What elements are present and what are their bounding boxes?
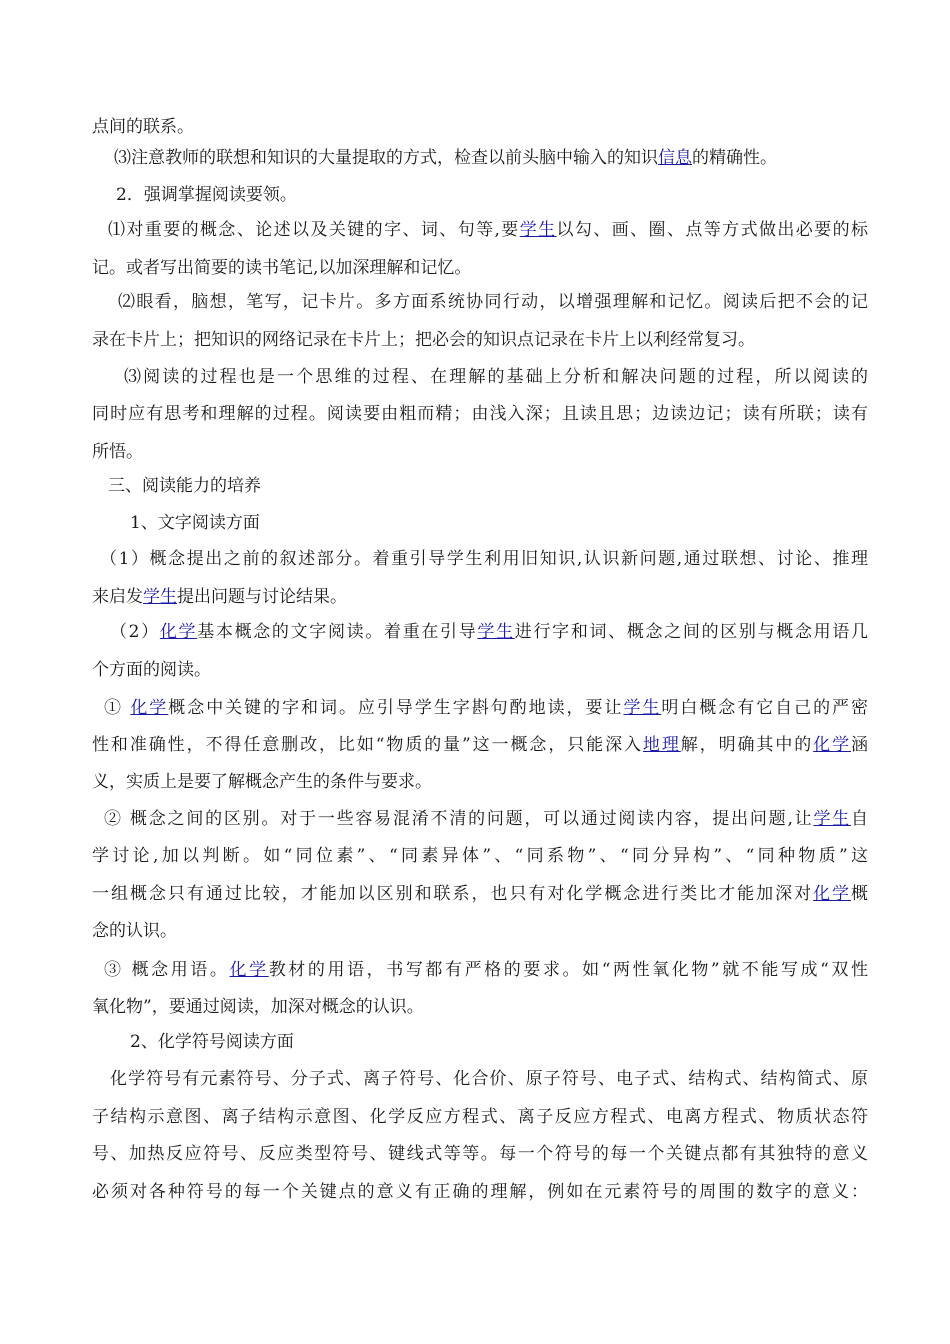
- text-segment: 以勾、画、圈、点等方式做出必要的标: [556, 220, 869, 240]
- text-line: [92, 402, 868, 426]
- text-line: [92, 882, 868, 906]
- text-segment: 基本概念的文字阅读。着重在引导: [197, 622, 478, 642]
- text-line: [114, 146, 777, 170]
- text-segment: 1、文字阅读方面: [130, 513, 260, 533]
- hyperlink[interactable]: 学生: [813, 809, 852, 829]
- text-segment: ⑶注意教师的联想和知识的大量提取的方式，检查以前头脑中输入的知识: [114, 148, 658, 168]
- text-line: [92, 995, 424, 1019]
- hyperlink[interactable]: 化学: [813, 735, 852, 755]
- text-line: [92, 658, 211, 682]
- text-line: [130, 1030, 294, 1054]
- text-segment: 一组概念只有通过比较，才能加以区别和联系，也只有对化学概念进行类比才能加深对: [92, 884, 814, 904]
- text-line: [124, 365, 868, 389]
- text-line: [92, 733, 868, 757]
- text-line: [92, 328, 755, 352]
- hyperlink[interactable]: 化学: [229, 960, 269, 980]
- text-line: [92, 844, 868, 868]
- text-segment: 录在卡片上；把知识的网络记录在卡片上；把必会的知识点记录在卡片上以利经常复习。: [92, 330, 755, 350]
- text-line: [92, 256, 471, 280]
- text-segment: 的精确性。: [692, 148, 777, 168]
- text-line: [92, 1105, 868, 1129]
- text-segment: 概念中关键的字和词。应引导学生字斟句酌地读，要让: [168, 698, 624, 718]
- text-line: [104, 807, 868, 831]
- text-line: [92, 1180, 868, 1204]
- hyperlink[interactable]: 化学: [130, 698, 169, 718]
- text-segment: 概: [851, 884, 869, 904]
- text-segment: 念的认识。: [92, 921, 177, 941]
- text-line: [108, 474, 261, 498]
- text-segment: 号、加热反应符号、反应类型符号、键线式等等。每一个符号的每一个关键点都有其独特的意义: [92, 1144, 868, 1164]
- text-segment: 自: [851, 809, 869, 829]
- text-segment: 点间的联系。: [92, 117, 194, 137]
- text-segment: 2．强调掌握阅读要领。: [116, 185, 297, 205]
- hyperlink[interactable]: 学生: [143, 587, 177, 607]
- text-line: [92, 770, 432, 794]
- text-segment: ② 概念之间的区别。对于一些容易混淆不清的问题，可以通过阅读内容，提出问题,让: [104, 809, 814, 829]
- text-segment: 氧化物”，要通过阅读，加深对概念的认识。: [92, 997, 424, 1017]
- text-line: [92, 115, 194, 139]
- text-line: [130, 511, 260, 535]
- text-line: [104, 958, 868, 982]
- text-segment: ⑴对重要的概念、论述以及关键的字、词、句等,要: [108, 220, 520, 240]
- text-segment: ③ 概念用语。: [104, 960, 230, 980]
- hyperlink[interactable]: 学生: [477, 622, 515, 642]
- text-line: [92, 440, 143, 464]
- text-segment: 子结构示意图、离子结构示意图、化学反应方程式、离子反应方程式、电离方程式、物质状态符: [92, 1107, 868, 1127]
- text-line: [92, 585, 347, 609]
- text-segment: （1）概念提出之前的叙述部分。着重引导学生利用旧知识,认识新问题,通过联想、讨论、推理: [100, 549, 868, 569]
- text-line: [110, 1067, 868, 1091]
- text-segment: 提出问题与讨论结果。: [177, 587, 347, 607]
- text-segment: 解，明确其中的: [680, 735, 814, 755]
- text-segment: 个方面的阅读。: [92, 660, 211, 680]
- text-segment: 性和准确性，不得任意删改，比如“物质的量”这一概念，只能深入: [92, 735, 643, 755]
- text-line: [104, 696, 868, 720]
- text-segment: 涵: [851, 735, 869, 755]
- hyperlink[interactable]: 学生: [519, 220, 557, 240]
- text-segment: 义，实质上是要了解概念产生的条件与要求。: [92, 772, 432, 792]
- text-line: [100, 547, 868, 571]
- text-segment: 明白概念有它自己的严密: [661, 698, 869, 718]
- text-line: [118, 290, 868, 314]
- text-segment: ⑶阅读的过程也是一个思维的过程、在理解的基础上分析和解决问题的过程，所以阅读的: [124, 367, 868, 387]
- text-segment: ①: [104, 698, 131, 718]
- text-segment: ⑵眼看，脑想，笔写，记卡片。多方面系统协同行动，以增强理解和记忆。阅读后把不会的记: [118, 292, 868, 312]
- text-segment: 所悟。: [92, 442, 143, 462]
- text-segment: 三、阅读能力的培养: [108, 476, 261, 496]
- text-line: [116, 183, 297, 207]
- text-line: [108, 218, 868, 242]
- text-segment: 进行字和词、概念之间的区别与概念用语几: [514, 622, 869, 642]
- text-segment: 教材的用语，书写都有严格的要求。如“两性氧化物”就不能写成“双性: [268, 960, 869, 980]
- text-segment: 化学符号有元素符号、分子式、离子符号、化合价、原子符号、电子式、结构式、结构简式、原: [110, 1069, 868, 1089]
- text-line: [92, 1142, 868, 1166]
- hyperlink[interactable]: 地理: [642, 735, 681, 755]
- text-line: [92, 919, 177, 943]
- text-segment: 来启发: [92, 587, 143, 607]
- text-segment: 2、化学符号阅读方面: [130, 1032, 294, 1052]
- hyperlink[interactable]: 学生: [623, 698, 662, 718]
- text-segment: 学讨论,加以判断。如“同位素”、“同素异体”、“同系物”、“同分异构”、“同种物质”这: [92, 846, 868, 866]
- hyperlink[interactable]: 化学: [813, 884, 852, 904]
- text-segment: 同时应有思考和理解的过程。阅读要由粗而精；由浅入深；且读且思；边读边记；读有所联；读有: [92, 404, 868, 424]
- text-segment: 记。或者写出简要的读书笔记,以加深理解和记忆。: [92, 258, 472, 278]
- text-segment: 必须对各种符号的每一个关键点的意义有正确的理解，例如在元素符号的周围的数字的意义：: [92, 1182, 868, 1202]
- hyperlink[interactable]: 化学: [159, 622, 198, 642]
- text-segment: （2）: [110, 622, 160, 642]
- text-line: [110, 620, 868, 644]
- hyperlink[interactable]: 信息: [658, 148, 692, 168]
